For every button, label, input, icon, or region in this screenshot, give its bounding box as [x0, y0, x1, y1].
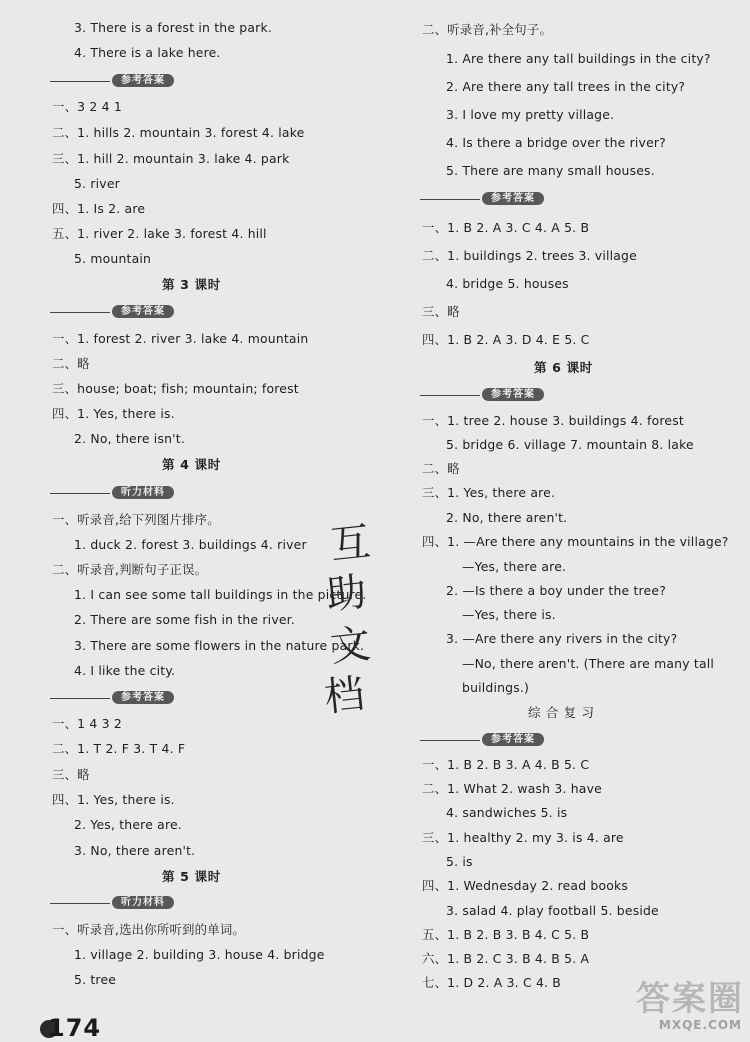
answer-line: 2. There are some fish in the river.	[74, 612, 295, 627]
answer-line: 二、1. T 2. F 3. T 4. F	[52, 741, 186, 756]
answer-line: 一、听录音,给下列图片排序。	[52, 512, 220, 527]
answer-line: 五、1. B 2. B 3. B 4. C 5. B	[422, 927, 590, 942]
answer-line: —Yes, there are.	[462, 559, 567, 574]
handwritten-char: 互	[328, 519, 373, 569]
answer-line: 5. mountain	[74, 251, 152, 266]
answer-key-tag: 参考答案	[482, 733, 544, 746]
answer-key-divider	[420, 388, 740, 402]
answer-line: 三、1. hill 2. mountain 3. lake 4. park	[52, 151, 290, 166]
answer-line: —No, there aren't. (There are many tall	[462, 656, 715, 671]
answer-line: 1. I can see some tall buildings in the picture.	[74, 587, 367, 602]
listening-material-tag: 听力材料	[112, 486, 174, 499]
answer-key-tag: 参考答案	[112, 74, 174, 87]
answer-line: 5. is	[446, 854, 473, 869]
answer-line: 2. No, there aren't.	[446, 510, 568, 525]
answer-line: 二、听录音,判断句子正误。	[52, 562, 208, 577]
answer-line: 2. No, there isn't.	[74, 431, 185, 446]
answer-line: 5. tree	[74, 972, 117, 987]
answer-line: 五、1. river 2. lake 3. forest 4. hill	[52, 226, 267, 241]
answer-line: 2. Yes, there are.	[74, 817, 182, 832]
answer-line: 二、略	[422, 461, 460, 476]
answer-line: 四、1. B 2. A 3. D 4. E 5. C	[422, 332, 590, 347]
answer-key-divider	[50, 305, 390, 319]
answer-line: 二、1. hills 2. mountain 3. forest 4. lake	[52, 125, 305, 140]
answer-key-divider	[50, 74, 390, 88]
listening-material-divider	[50, 896, 390, 910]
answer-line: 一、听录音,选出你所听到的单词。	[52, 922, 245, 937]
watermark-url: MXQE.COM	[658, 1018, 742, 1032]
answer-line: 一、1. tree 2. house 3. buildings 4. forest	[422, 413, 684, 428]
answer-line: 3. I love my pretty village.	[446, 107, 615, 122]
answer-key-divider	[420, 192, 740, 206]
answer-line: 4. There is a lake here.	[74, 45, 221, 60]
answer-line: 四、1. Yes, there is.	[52, 406, 175, 421]
answer-line: 一、3 2 4 1	[52, 99, 122, 114]
answer-key-tag: 参考答案	[482, 388, 544, 401]
lesson-heading: 第 3 课时	[162, 277, 221, 292]
answer-line: 六、1. B 2. C 3. B 4. B 5. A	[422, 951, 590, 966]
answer-line: 三、house; boat; fish; mountain; forest	[52, 381, 299, 396]
answer-line: 4. bridge 5. houses	[446, 276, 569, 291]
answer-line: 2. —Is there a boy under the tree?	[446, 583, 666, 598]
answer-line: 4. I like the city.	[74, 663, 176, 678]
answer-line: 四、1. Is 2. are	[52, 201, 146, 216]
answer-line: 一、1. B 2. B 3. A 4. B 5. C	[422, 757, 590, 772]
handwritten-char: 档	[322, 671, 367, 721]
answer-line: 三、1. Yes, there are.	[422, 485, 556, 500]
answer-line: 二、1. buildings 2. trees 3. village	[422, 248, 637, 263]
answer-line: 3. There is a forest in the park.	[74, 20, 272, 35]
answer-line: 三、1. healthy 2. my 3. is 4. are	[422, 830, 624, 845]
answer-key-divider	[420, 733, 740, 747]
answer-line: 二、略	[52, 356, 90, 371]
answer-line: 1. village 2. building 3. house 4. bridge	[74, 947, 325, 962]
answer-line: 5. river	[74, 176, 120, 191]
answer-line: 3. —Are there any rivers in the city?	[446, 631, 678, 646]
answer-line: 二、听录音,补全句子。	[422, 22, 553, 37]
answer-line: 3. There are some flowers in the nature park.	[74, 638, 365, 653]
answer-line: buildings.)	[462, 680, 530, 695]
answer-line: 三、略	[52, 767, 90, 782]
watermark-logo: 答案圈	[636, 979, 744, 1019]
listening-material-divider	[50, 486, 390, 500]
answer-key-tag: 参考答案	[112, 691, 174, 704]
answer-line: 1. Are there any tall buildings in the city?	[446, 51, 711, 66]
answer-line: 4. sandwiches 5. is	[446, 805, 568, 820]
answer-line: 3. No, there aren't.	[74, 843, 196, 858]
handwritten-char: 助	[324, 569, 369, 619]
answer-line: 四、1. Yes, there is.	[52, 792, 175, 807]
answer-line: 四、1. —Are there any mountains in the village?	[422, 534, 729, 549]
review-heading: 综 合 复 习	[528, 705, 595, 720]
answer-line: 1. duck 2. forest 3. buildings 4. river	[74, 537, 307, 552]
answer-line: —Yes, there is.	[462, 607, 556, 622]
answer-line: 一、1. B 2. A 3. C 4. A 5. B	[422, 220, 590, 235]
page-number: 174	[48, 1014, 102, 1042]
lesson-heading: 第 6 课时	[534, 360, 593, 375]
handwritten-char: 文	[328, 621, 373, 671]
answer-key-tag: 参考答案	[482, 192, 544, 205]
lesson-heading: 第 4 课时	[162, 457, 221, 472]
answer-line: 3. salad 4. play football 5. beside	[446, 903, 659, 918]
answer-line: 5. There are many small houses.	[446, 163, 655, 178]
handwritten-annotation	[318, 512, 398, 721]
answer-line: 三、略	[422, 304, 460, 319]
answer-line: 4. Is there a bridge over the river?	[446, 135, 666, 150]
listening-material-tag: 听力材料	[112, 896, 174, 909]
answer-line: 一、1. forest 2. river 3. lake 4. mountain	[52, 331, 309, 346]
answer-line: 七、1. D 2. A 3. C 4. B	[422, 975, 562, 990]
lesson-heading: 第 5 课时	[162, 869, 221, 884]
answer-line: 四、1. Wednesday 2. read books	[422, 878, 629, 893]
answer-line: 5. bridge 6. village 7. mountain 8. lake	[446, 437, 694, 452]
answer-key-tag: 参考答案	[112, 305, 174, 318]
answer-line: 一、1 4 3 2	[52, 716, 122, 731]
answer-line: 2. Are there any tall trees in the city?	[446, 79, 686, 94]
answer-line: 二、1. What 2. wash 3. have	[422, 781, 602, 796]
